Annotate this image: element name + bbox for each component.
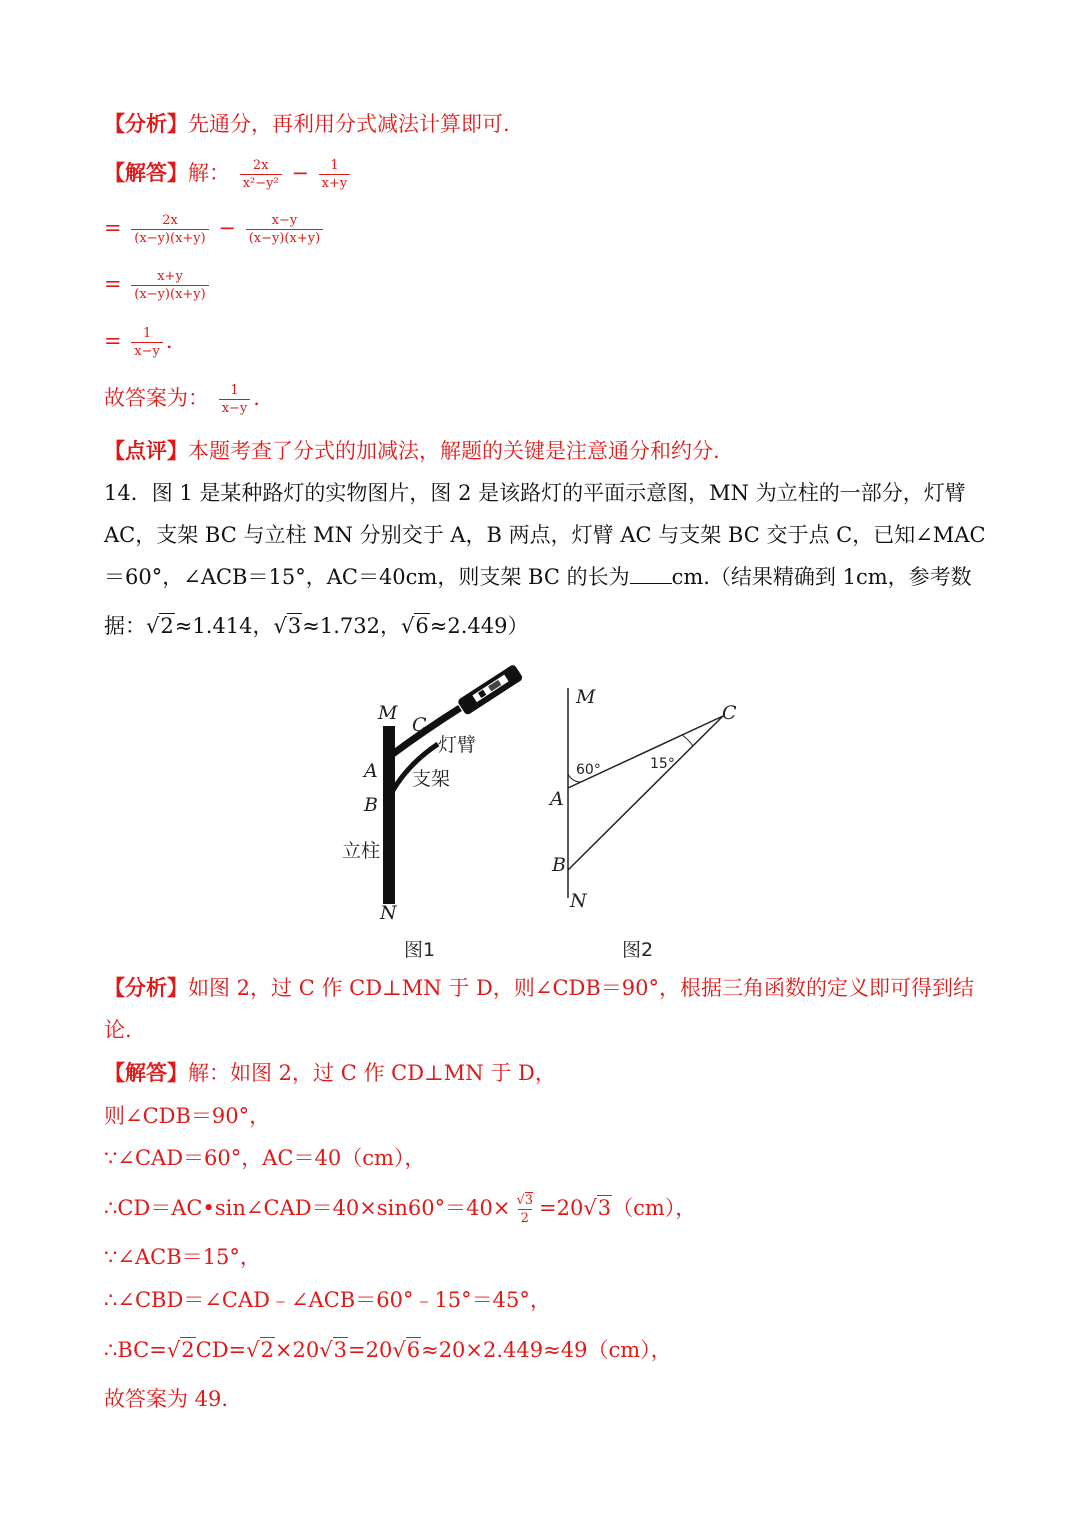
answer-text: 解：如图 2，过 C 作 CD⊥MN 于 D， <box>188 1061 556 1085</box>
q13-final <box>104 380 260 416</box>
equals: = <box>104 216 122 240</box>
analysis-text: 先通分，再利用分式减法计算即可. <box>188 112 510 136</box>
comment-tag: 【点评】 <box>104 438 188 463</box>
q13-step1 <box>104 210 326 246</box>
radicand: 6 <box>406 1338 421 1362</box>
equals: = <box>104 272 122 296</box>
q14-final: 故答案为 49. <box>104 1387 229 1411</box>
bc-part-b: CD= <box>195 1338 247 1362</box>
fraction: $\frac{x-y}{(x-y)(x+y)}$ <box>246 213 323 246</box>
fraction: $\frac{2x}{\text{x²−y²}}$ <box>240 158 282 191</box>
schematic-drawing <box>548 680 748 910</box>
radicand: 2 <box>160 614 174 638</box>
label-M: M <box>576 686 596 708</box>
label-C: C <box>722 702 737 724</box>
answer-blank <box>630 563 672 584</box>
bc-part-d: =20 <box>348 1338 393 1362</box>
q14-analysis-line2: 论. <box>104 1018 132 1042</box>
label-N: N <box>380 902 397 924</box>
answer-tag: 【解答】 <box>104 160 188 185</box>
analysis-tag: 【分析】 <box>104 111 188 136</box>
figure-2-schematic <box>548 680 748 960</box>
q14-line2: AC，支架 BC 与立柱 MN 分别交于 A，B 两点，灯臂 AC 与支架 BC 交于点 C，已知∠MAC <box>104 523 986 547</box>
q14-step-acb: ∵∠ACB＝15°， <box>104 1245 261 1269</box>
q14-line3-b: cm.（结果精确到 1cm，参考数 <box>671 565 972 589</box>
sqrt-3: √3 <box>273 614 302 638</box>
radicand: 3 <box>524 1193 534 1208</box>
sqrt-6: √6 <box>392 1338 421 1362</box>
lamp-head <box>457 664 524 716</box>
sqrt-2: √2 <box>166 1338 195 1362</box>
label-arm: 灯臂 <box>438 734 477 756</box>
cd-part-c: （cm）， <box>612 1196 697 1220</box>
q14-analysis-line1 <box>104 974 974 1002</box>
radicand: 3 <box>287 614 302 638</box>
q14-step-cd <box>104 1190 696 1226</box>
radicand: 2 <box>260 1338 274 1362</box>
answer-tag: 【解答】 <box>104 1060 188 1085</box>
label-N: N <box>570 890 587 912</box>
sqrt-3: √3 <box>319 1338 347 1362</box>
label-B: B <box>364 794 378 816</box>
period: . <box>253 386 260 410</box>
fraction: $\frac{1}{x-y}$ <box>219 383 251 416</box>
q13-analysis-line <box>104 110 510 138</box>
sqrt-6: √6 <box>400 614 429 638</box>
label-pole: 立柱 <box>342 840 381 862</box>
sqrt-3: √3 <box>583 1196 612 1220</box>
label-A: A <box>364 760 378 782</box>
sqrt-2: √2 <box>146 614 174 638</box>
figure-1-caption: 图1 <box>404 939 436 961</box>
q14-line3 <box>104 563 972 591</box>
figure-1-streetlamp <box>330 660 550 960</box>
equals: = <box>104 329 122 353</box>
fraction: $\frac{1}{x-y}$ <box>131 326 163 359</box>
q14-step-bc <box>104 1336 672 1364</box>
label-brace: 支架 <box>412 768 451 790</box>
ref-prefix: 据： <box>104 614 146 638</box>
denominator: 2 <box>518 1209 532 1226</box>
ref-value-3: ≈2.449） <box>429 614 529 638</box>
label-A: A <box>550 788 564 810</box>
q14-line3-a: ＝60°，∠ACB＝15°，AC＝40cm，则支架 BC 的长为 <box>104 565 630 589</box>
label-C: C <box>412 714 427 736</box>
fraction: $\frac{1}{x+y}$ <box>319 158 351 191</box>
answer-prefix: 解： <box>188 161 230 185</box>
cd-part-b: =20 <box>539 1196 584 1220</box>
q14-line1: 14．图 1 是某种路灯的实物图片，图 2 是该路灯的平面示意图，MN 为立柱的一部分，灯臂 <box>104 481 966 505</box>
q13-step3 <box>104 323 173 359</box>
period: . <box>165 329 173 353</box>
q14-step-cdb: 则∠CDB＝90°， <box>104 1104 271 1128</box>
comment-text: 本题考查了分式的加减法，解题的关键是注意通分和约分. <box>188 439 720 463</box>
q14-answer-line1 <box>104 1059 556 1087</box>
fraction: $\frac{x+y}{(x-y)(x+y)}$ <box>131 269 208 302</box>
label-angle-60: 60° <box>576 762 601 778</box>
line-BC <box>568 716 723 870</box>
q13-comment-line <box>104 437 720 465</box>
q13-answer-line <box>104 155 353 191</box>
operator: − <box>291 161 309 185</box>
analysis-text: 如图 2，过 C 作 CD⊥MN 于 D，则∠CDB＝90°，根据三角函数的定义即可得到结 <box>188 976 975 1000</box>
q14-step-cad: ∵∠CAD＝60°，AC＝40（cm）， <box>104 1146 426 1170</box>
label-angle-15: 15° <box>650 756 675 772</box>
radicand: 2 <box>181 1338 195 1362</box>
figure-2-caption: 图2 <box>622 939 654 961</box>
analysis-tag: 【分析】 <box>104 975 188 1000</box>
operator: − <box>218 216 237 240</box>
radicand: 3 <box>333 1338 347 1362</box>
label-M: M <box>378 702 398 724</box>
bc-part-c: ×20 <box>274 1338 320 1362</box>
radicand: 6 <box>415 614 429 638</box>
bc-part-a: ∴BC= <box>104 1338 167 1362</box>
radicand: 3 <box>597 1196 612 1220</box>
sqrt-2: √2 <box>246 1338 274 1362</box>
bc-part-e: ≈20×2.449≈49（cm）， <box>421 1338 672 1362</box>
q14-step-cbd: ∴∠CBD＝∠CAD﹣∠ACB＝60°﹣15°＝45°， <box>104 1288 551 1312</box>
numerator: √3 <box>516 1193 534 1208</box>
fraction-sqrt3-over-2 <box>513 1193 536 1226</box>
label-B: B <box>552 854 566 876</box>
q13-step2 <box>104 266 212 302</box>
final-prefix: 故答案为： <box>104 386 209 410</box>
angle-15-arc <box>682 735 693 746</box>
q14-line4 <box>104 612 528 640</box>
fraction: $\frac{2x}{(x-y)(x+y)}$ <box>131 213 208 246</box>
cd-part-a: ∴CD＝AC•sin∠CAD＝40×sin60°＝40× <box>104 1196 511 1220</box>
ref-value-1: ≈1.414， <box>174 614 274 638</box>
ref-value-2: ≈1.732， <box>302 614 401 638</box>
streetlamp-drawing <box>330 660 550 960</box>
